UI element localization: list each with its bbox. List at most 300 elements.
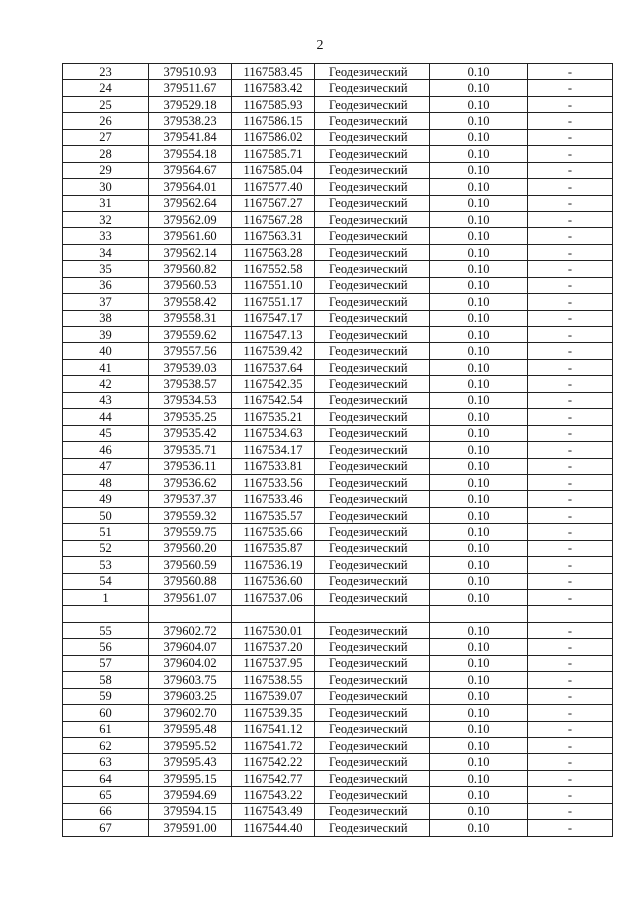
precision-cell: 0.10 (430, 787, 528, 803)
precision-cell: 0.10 (430, 622, 528, 638)
x-coordinate-cell: 379559.32 (149, 507, 232, 523)
coordinates-table (62, 63, 613, 837)
precision-cell: 0.10 (430, 195, 528, 211)
method-cell: Геодезический (315, 573, 430, 589)
y-coordinate-cell: 1167563.28 (232, 244, 315, 260)
table-row (63, 129, 613, 145)
x-coordinate-cell: 379602.70 (149, 705, 232, 721)
note-cell: - (528, 261, 613, 277)
point-number-cell: 60 (63, 705, 149, 721)
point-number-cell: 47 (63, 458, 149, 474)
method-cell: Геодезический (315, 294, 430, 310)
table-row (63, 803, 613, 819)
x-coordinate-cell: 379537.37 (149, 491, 232, 507)
point-number-cell: 58 (63, 672, 149, 688)
table-row (63, 409, 613, 425)
method-cell: Геодезический (315, 310, 430, 326)
note-cell: - (528, 96, 613, 112)
y-coordinate-cell: 1167542.77 (232, 770, 315, 786)
y-coordinate-cell: 1167542.35 (232, 376, 315, 392)
point-number-cell: 44 (63, 409, 149, 425)
point-number-cell: 45 (63, 425, 149, 441)
note-cell: - (528, 737, 613, 753)
point-number-cell: 42 (63, 376, 149, 392)
y-coordinate-cell: 1167585.93 (232, 96, 315, 112)
point-number-cell: 35 (63, 261, 149, 277)
x-coordinate-cell: 379534.53 (149, 392, 232, 408)
y-coordinate-cell: 1167534.17 (232, 442, 315, 458)
note-cell: - (528, 639, 613, 655)
x-coordinate-cell: 379558.42 (149, 294, 232, 310)
y-coordinate-cell: 1167551.17 (232, 294, 315, 310)
point-number-cell: 57 (63, 655, 149, 671)
y-coordinate-cell: 1167542.22 (232, 754, 315, 770)
y-coordinate-cell: 1167535.57 (232, 507, 315, 523)
precision-cell: 0.10 (430, 409, 528, 425)
y-coordinate-cell: 1167585.04 (232, 162, 315, 178)
table-row (63, 688, 613, 704)
method-cell: Геодезический (315, 129, 430, 145)
precision-cell: 0.10 (430, 672, 528, 688)
table-row (63, 96, 613, 112)
table-row (63, 294, 613, 310)
table-row (63, 277, 613, 293)
table-row (63, 64, 613, 80)
method-cell: Геодезический (315, 146, 430, 162)
point-number-cell: 53 (63, 557, 149, 573)
point-number-cell: 67 (63, 820, 149, 836)
method-cell: Геодезический (315, 491, 430, 507)
method-cell: Геодезический (315, 409, 430, 425)
point-number-cell: 28 (63, 146, 149, 162)
point-number-cell: 50 (63, 507, 149, 523)
point-number-cell: 30 (63, 179, 149, 195)
method-cell: Геодезический (315, 113, 430, 129)
precision-cell: 0.10 (430, 343, 528, 359)
x-coordinate-cell: 379595.48 (149, 721, 232, 737)
precision-cell: 0.10 (430, 639, 528, 655)
note-cell: - (528, 590, 613, 606)
y-coordinate-cell: 1167543.22 (232, 787, 315, 803)
precision-cell: 0.10 (430, 261, 528, 277)
coordinates-table-body (63, 64, 613, 837)
table-row (63, 672, 613, 688)
method-cell: Геодезический (315, 359, 430, 375)
note-cell: - (528, 573, 613, 589)
y-coordinate-cell: 1167547.13 (232, 327, 315, 343)
x-coordinate-cell: 379560.53 (149, 277, 232, 293)
point-number-cell: 24 (63, 80, 149, 96)
precision-cell: 0.10 (430, 376, 528, 392)
point-number-cell: 23 (63, 64, 149, 80)
y-coordinate-cell: 1167543.49 (232, 803, 315, 819)
note-cell: - (528, 64, 613, 80)
x-coordinate-cell: 379535.25 (149, 409, 232, 425)
table-row (63, 491, 613, 507)
y-coordinate-cell: 1167577.40 (232, 179, 315, 195)
table-row (63, 606, 613, 622)
x-coordinate-cell: 379595.52 (149, 737, 232, 753)
y-coordinate-cell: 1167533.56 (232, 474, 315, 490)
precision-cell: 0.10 (430, 705, 528, 721)
precision-cell: 0.10 (430, 228, 528, 244)
method-cell: Геодезический (315, 474, 430, 490)
note-cell: - (528, 820, 613, 836)
table-row (63, 655, 613, 671)
x-coordinate-cell: 379511.67 (149, 80, 232, 96)
precision-cell: 0.10 (430, 721, 528, 737)
note-cell: - (528, 277, 613, 293)
method-cell: Геодезический (315, 787, 430, 803)
table-row (63, 425, 613, 441)
table-row (63, 787, 613, 803)
note-cell: - (528, 458, 613, 474)
precision-cell: 0.10 (430, 688, 528, 704)
note-cell: - (528, 442, 613, 458)
note-cell: - (528, 195, 613, 211)
method-cell: Геодезический (315, 179, 430, 195)
note-cell: - (528, 705, 613, 721)
note-cell: - (528, 162, 613, 178)
x-coordinate-cell: 379564.01 (149, 179, 232, 195)
table-row (63, 474, 613, 490)
y-coordinate-cell: 1167539.35 (232, 705, 315, 721)
table-row (63, 507, 613, 523)
x-coordinate-cell: 379536.11 (149, 458, 232, 474)
table-row (63, 622, 613, 638)
note-cell: - (528, 425, 613, 441)
point-number-cell: 32 (63, 211, 149, 227)
precision-cell: 0.10 (430, 162, 528, 178)
method-cell: Геодезический (315, 425, 430, 441)
method-cell: Геодезический (315, 540, 430, 556)
point-number-cell: 34 (63, 244, 149, 260)
x-coordinate-cell: 379562.09 (149, 211, 232, 227)
table-row (63, 442, 613, 458)
x-coordinate-cell: 379539.03 (149, 359, 232, 375)
point-number-cell: 40 (63, 343, 149, 359)
note-cell: - (528, 294, 613, 310)
point-number-cell: 46 (63, 442, 149, 458)
point-number-cell: 54 (63, 573, 149, 589)
precision-cell: 0.10 (430, 754, 528, 770)
table-row (63, 80, 613, 96)
table-row (63, 524, 613, 540)
y-coordinate-cell: 1167583.45 (232, 64, 315, 80)
precision-cell: 0.10 (430, 458, 528, 474)
table-row (63, 261, 613, 277)
point-number-cell: 61 (63, 721, 149, 737)
precision-cell: 0.10 (430, 590, 528, 606)
x-coordinate-cell: 379538.57 (149, 376, 232, 392)
precision-cell: 0.10 (430, 359, 528, 375)
table-row (63, 392, 613, 408)
point-number-cell: 38 (63, 310, 149, 326)
note-cell: - (528, 376, 613, 392)
precision-cell: 0.10 (430, 820, 528, 836)
precision-cell: 0.10 (430, 96, 528, 112)
note-cell: - (528, 524, 613, 540)
table-row (63, 573, 613, 589)
point-number-cell: 1 (63, 590, 149, 606)
x-coordinate-cell (149, 606, 232, 622)
y-coordinate-cell: 1167537.64 (232, 359, 315, 375)
x-coordinate-cell: 379510.93 (149, 64, 232, 80)
note-cell: - (528, 540, 613, 556)
x-coordinate-cell: 379604.07 (149, 639, 232, 655)
table-row (63, 179, 613, 195)
y-coordinate-cell: 1167535.66 (232, 524, 315, 540)
precision-cell: 0.10 (430, 211, 528, 227)
x-coordinate-cell: 379538.23 (149, 113, 232, 129)
precision-cell: 0.10 (430, 770, 528, 786)
note-cell: - (528, 359, 613, 375)
point-number-cell: 59 (63, 688, 149, 704)
x-coordinate-cell: 379594.15 (149, 803, 232, 819)
method-cell: Геодезический (315, 442, 430, 458)
precision-cell: 0.10 (430, 146, 528, 162)
table-row (63, 376, 613, 392)
table-row (63, 310, 613, 326)
point-number-cell: 55 (63, 622, 149, 638)
x-coordinate-cell: 379603.25 (149, 688, 232, 704)
method-cell: Геодезический (315, 96, 430, 112)
method-cell: Геодезический (315, 80, 430, 96)
table-row (63, 590, 613, 606)
y-coordinate-cell: 1167586.15 (232, 113, 315, 129)
note-cell: - (528, 721, 613, 737)
x-coordinate-cell: 379595.15 (149, 770, 232, 786)
precision-cell: 0.10 (430, 557, 528, 573)
point-number-cell: 29 (63, 162, 149, 178)
precision-cell: 0.10 (430, 113, 528, 129)
precision-cell: 0.10 (430, 655, 528, 671)
method-cell: Геодезический (315, 343, 430, 359)
x-coordinate-cell: 379535.71 (149, 442, 232, 458)
point-number-cell: 31 (63, 195, 149, 211)
precision-cell: 0.10 (430, 737, 528, 753)
x-coordinate-cell: 379536.62 (149, 474, 232, 490)
y-coordinate-cell: 1167541.12 (232, 721, 315, 737)
y-coordinate-cell: 1167535.21 (232, 409, 315, 425)
point-number-cell: 26 (63, 113, 149, 129)
point-number-cell: 62 (63, 737, 149, 753)
note-cell: - (528, 655, 613, 671)
x-coordinate-cell: 379535.42 (149, 425, 232, 441)
precision-cell: 0.10 (430, 80, 528, 96)
precision-cell: 0.10 (430, 64, 528, 80)
x-coordinate-cell: 379541.84 (149, 129, 232, 145)
precision-cell: 0.10 (430, 129, 528, 145)
x-coordinate-cell: 379559.75 (149, 524, 232, 540)
note-cell: - (528, 228, 613, 244)
method-cell: Геодезический (315, 507, 430, 523)
note-cell: - (528, 770, 613, 786)
y-coordinate-cell: 1167541.72 (232, 737, 315, 753)
x-coordinate-cell: 379560.88 (149, 573, 232, 589)
page-number: 2 (316, 38, 324, 53)
point-number-cell: 39 (63, 327, 149, 343)
note-cell (528, 606, 613, 622)
note-cell: - (528, 244, 613, 260)
table-row (63, 211, 613, 227)
method-cell: Геодезический (315, 261, 430, 277)
note-cell: - (528, 129, 613, 145)
point-number-cell: 27 (63, 129, 149, 145)
point-number-cell: 65 (63, 787, 149, 803)
point-number-cell (63, 606, 149, 622)
point-number-cell: 41 (63, 359, 149, 375)
table-row (63, 557, 613, 573)
precision-cell: 0.10 (430, 277, 528, 293)
method-cell: Геодезический (315, 376, 430, 392)
y-coordinate-cell: 1167563.31 (232, 228, 315, 244)
table-row (63, 737, 613, 753)
method-cell: Геодезический (315, 770, 430, 786)
x-coordinate-cell: 379554.18 (149, 146, 232, 162)
note-cell: - (528, 557, 613, 573)
y-coordinate-cell: 1167547.17 (232, 310, 315, 326)
x-coordinate-cell: 379594.69 (149, 787, 232, 803)
precision-cell: 0.10 (430, 327, 528, 343)
x-coordinate-cell: 379529.18 (149, 96, 232, 112)
method-cell: Геодезический (315, 64, 430, 80)
table-row (63, 705, 613, 721)
method-cell: Геодезический (315, 228, 430, 244)
method-cell: Геодезический (315, 688, 430, 704)
x-coordinate-cell: 379595.43 (149, 754, 232, 770)
y-coordinate-cell: 1167567.27 (232, 195, 315, 211)
note-cell: - (528, 80, 613, 96)
y-coordinate-cell: 1167537.95 (232, 655, 315, 671)
y-coordinate-cell: 1167537.20 (232, 639, 315, 655)
precision-cell: 0.10 (430, 573, 528, 589)
precision-cell: 0.10 (430, 524, 528, 540)
precision-cell: 0.10 (430, 442, 528, 458)
y-coordinate-cell: 1167536.60 (232, 573, 315, 589)
method-cell: Геодезический (315, 557, 430, 573)
method-cell: Геодезический (315, 655, 430, 671)
point-number-cell: 43 (63, 392, 149, 408)
y-coordinate-cell: 1167586.02 (232, 129, 315, 145)
note-cell: - (528, 803, 613, 819)
x-coordinate-cell: 379604.02 (149, 655, 232, 671)
precision-cell: 0.10 (430, 294, 528, 310)
precision-cell: 0.10 (430, 392, 528, 408)
point-number-cell: 63 (63, 754, 149, 770)
note-cell: - (528, 343, 613, 359)
method-cell: Геодезический (315, 277, 430, 293)
point-number-cell: 56 (63, 639, 149, 655)
table-row (63, 770, 613, 786)
precision-cell: 0.10 (430, 491, 528, 507)
table-row (63, 820, 613, 836)
y-coordinate-cell: 1167535.87 (232, 540, 315, 556)
x-coordinate-cell: 379603.75 (149, 672, 232, 688)
precision-cell: 0.10 (430, 540, 528, 556)
x-coordinate-cell: 379591.00 (149, 820, 232, 836)
x-coordinate-cell: 379560.59 (149, 557, 232, 573)
y-coordinate-cell: 1167585.71 (232, 146, 315, 162)
precision-cell: 0.10 (430, 803, 528, 819)
table-row (63, 639, 613, 655)
y-coordinate-cell: 1167539.42 (232, 343, 315, 359)
table-row (63, 754, 613, 770)
method-cell: Геодезический (315, 524, 430, 540)
note-cell: - (528, 491, 613, 507)
table-row (63, 195, 613, 211)
method-cell: Геодезический (315, 211, 430, 227)
table-row (63, 359, 613, 375)
precision-cell: 0.10 (430, 179, 528, 195)
point-number-cell: 51 (63, 524, 149, 540)
note-cell: - (528, 146, 613, 162)
method-cell: Геодезический (315, 622, 430, 638)
table-row (63, 146, 613, 162)
y-coordinate-cell: 1167567.28 (232, 211, 315, 227)
precision-cell (430, 606, 528, 622)
y-coordinate-cell: 1167552.58 (232, 261, 315, 277)
note-cell: - (528, 211, 613, 227)
method-cell: Геодезический (315, 392, 430, 408)
note-cell: - (528, 179, 613, 195)
y-coordinate-cell: 1167537.06 (232, 590, 315, 606)
y-coordinate-cell: 1167534.63 (232, 425, 315, 441)
y-coordinate-cell: 1167536.19 (232, 557, 315, 573)
x-coordinate-cell: 379560.20 (149, 540, 232, 556)
method-cell: Геодезический (315, 458, 430, 474)
method-cell: Геодезический (315, 672, 430, 688)
x-coordinate-cell: 379557.56 (149, 343, 232, 359)
note-cell: - (528, 409, 613, 425)
x-coordinate-cell: 379561.60 (149, 228, 232, 244)
table-row (63, 540, 613, 556)
note-cell: - (528, 688, 613, 704)
precision-cell: 0.10 (430, 507, 528, 523)
x-coordinate-cell: 379561.07 (149, 590, 232, 606)
x-coordinate-cell: 379562.64 (149, 195, 232, 211)
y-coordinate-cell (232, 606, 315, 622)
table-row (63, 228, 613, 244)
method-cell: Геодезический (315, 244, 430, 260)
point-number-cell: 25 (63, 96, 149, 112)
precision-cell: 0.10 (430, 474, 528, 490)
y-coordinate-cell: 1167538.55 (232, 672, 315, 688)
y-coordinate-cell: 1167533.81 (232, 458, 315, 474)
table-row (63, 721, 613, 737)
y-coordinate-cell: 1167530.01 (232, 622, 315, 638)
note-cell: - (528, 622, 613, 638)
point-number-cell: 52 (63, 540, 149, 556)
y-coordinate-cell: 1167583.42 (232, 80, 315, 96)
note-cell: - (528, 113, 613, 129)
table-row (63, 162, 613, 178)
method-cell: Геодезический (315, 327, 430, 343)
method-cell: Геодезический (315, 820, 430, 836)
note-cell: - (528, 507, 613, 523)
y-coordinate-cell: 1167544.40 (232, 820, 315, 836)
x-coordinate-cell: 379562.14 (149, 244, 232, 260)
precision-cell: 0.10 (430, 244, 528, 260)
note-cell: - (528, 754, 613, 770)
point-number-cell: 49 (63, 491, 149, 507)
note-cell: - (528, 310, 613, 326)
method-cell: Геодезический (315, 803, 430, 819)
table-row (63, 244, 613, 260)
y-coordinate-cell: 1167539.07 (232, 688, 315, 704)
point-number-cell: 66 (63, 803, 149, 819)
point-number-cell: 64 (63, 770, 149, 786)
